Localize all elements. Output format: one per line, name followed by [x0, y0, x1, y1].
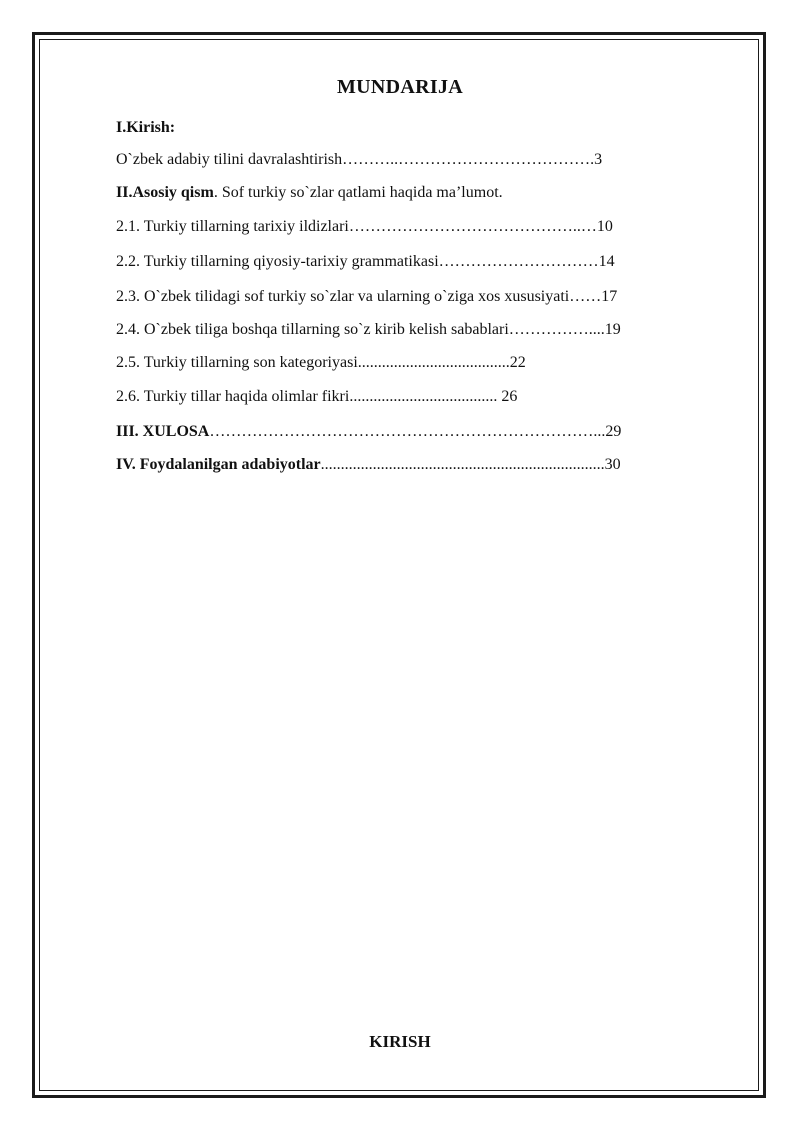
toc-entry-2-5 — [116, 353, 526, 373]
toc-entry-2-1 — [116, 217, 613, 237]
toc-entry-kirish — [116, 118, 175, 138]
toc-entry-adabiyotlar — [116, 455, 621, 475]
toc-entry-text: 2.5. Turkiy tillarning son kategoriyasi......................................22 — [116, 354, 526, 371]
toc-entry-2-2 — [116, 252, 615, 272]
toc-entry-2-3 — [116, 287, 617, 307]
toc-entry-text: .......................................................................30 — [320, 456, 621, 473]
toc-entry-text: O`zbek adabiy tilini davralashtirish………..……………………………….3 — [116, 151, 603, 168]
section-heading-kirish: KIRISH — [369, 1032, 431, 1051]
toc-entry-text: 2.4. O`zbek tiliga boshqa tillarning so`z kirib kelish sabablari……………....19 — [116, 321, 621, 338]
toc-entry-text: 2.6. Turkiy tillar haqida olimlar fikri..................................... 26 — [116, 388, 518, 405]
toc-entry-text: . Sof turkiy so`zlar qatlami haqida ma’lumot. — [213, 184, 503, 201]
toc-entry-text: ………………………………………………………………...29 — [209, 423, 622, 440]
toc-entry-bold: I.Kirish: — [116, 119, 176, 136]
toc-entry-text: 2.3. O`zbek tilidagi sof turkiy so`zlar va ularning o`ziga xos xususiyati……17 — [116, 288, 618, 305]
toc-entry-asosiy-qism — [116, 183, 503, 203]
toc-entry-bold: IV. Foydalanilgan adabiyotlar — [116, 456, 321, 473]
toc-entry-text: 2.1. Turkiy tillarning tarixiy ildizlari……………………………………..…10 — [116, 218, 613, 235]
toc-entry-davralashtirish — [116, 150, 602, 170]
toc-entry-bold: II.Asosiy qism — [116, 184, 214, 201]
toc-title: MUNDARIJA — [336, 76, 464, 98]
toc-entry-2-4 — [116, 320, 621, 340]
toc-entry-xulosa — [116, 422, 621, 442]
toc-entry-text: 2.2. Turkiy tillarning qiyosiy-tarixiy grammatikasi…………………………14 — [116, 253, 615, 270]
toc-entry-bold: III. XULOSA — [116, 423, 210, 440]
toc-entry-2-6 — [116, 387, 517, 407]
